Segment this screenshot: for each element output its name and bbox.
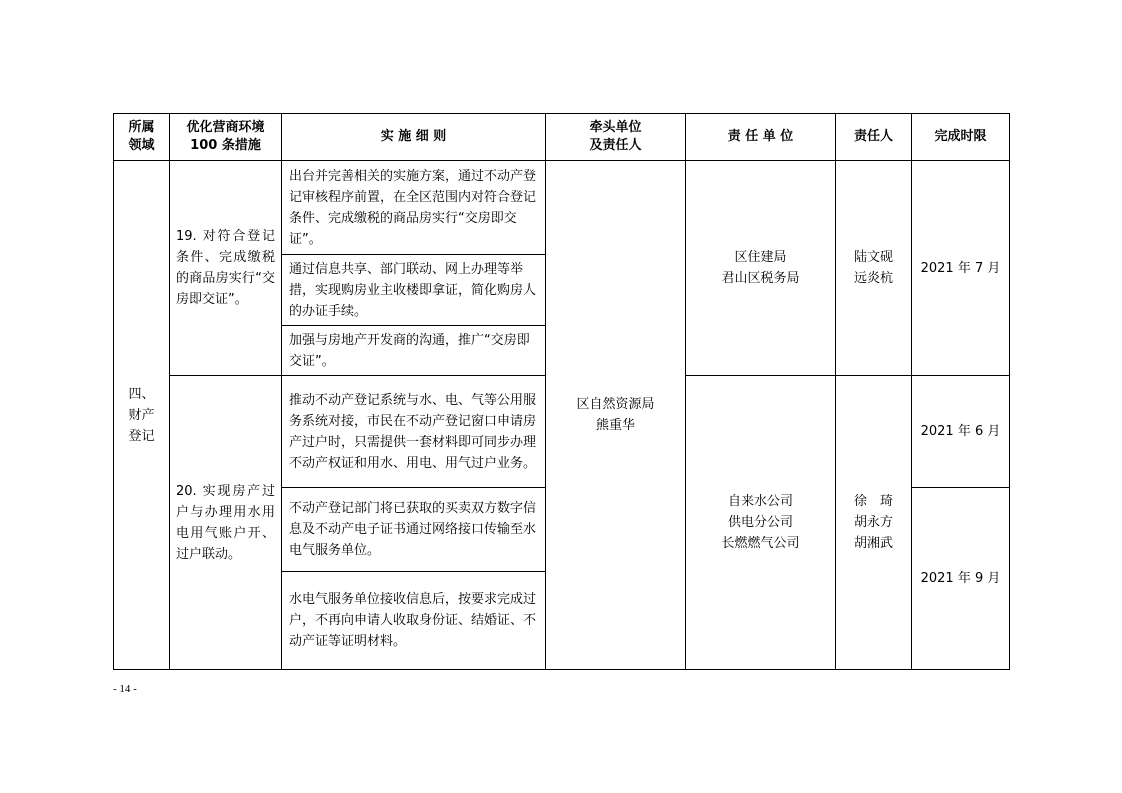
header-lead: 牵头单位 及责任人: [546, 114, 686, 161]
detail-20-2: 不动产登记部门将已获取的买卖双方数字信息及不动产电子证书通过网络接口传输至水电气服务单位。: [282, 488, 546, 572]
measure-19: 19. 对符合登记条件、完成缴税的商品房实行“交房即交证”。: [170, 161, 282, 376]
header-responsible-person: 责任人: [836, 114, 912, 161]
deadline-20b: 2021 年 9 月: [912, 488, 1010, 670]
deadline-20a: 2021 年 6 月: [912, 376, 1010, 488]
detail-20-1: 推动不动产登记系统与水、电、气等公用服务系统对接，市民在不动产登记窗口申请房产过户时，只需提供一套材料即可同步办理不动产权证和用水、用电、用气过户业务。: [282, 376, 546, 488]
measures-table: [113, 113, 1010, 670]
detail-19-2: 通过信息共享、部门联动、网上办理等举措，实现购房业主收楼即拿证，简化购房人的办证手续。: [282, 255, 546, 326]
header-details: 实 施 细 则: [282, 114, 546, 161]
detail-19-1: 出台并完善相关的实施方案，通过不动产登记审核程序前置，在全区范围内对符合登记条件、完成缴税的商品房实行“交房即交证”。: [282, 161, 546, 255]
page-number: - 14 -: [113, 683, 137, 695]
measure-20: 20. 实现房产过户与办理用水用电用气账户开、过户联动。: [170, 376, 282, 670]
table-header-row: [114, 114, 1010, 161]
lead-unit-cell: 区自然资源局 熊重华: [546, 161, 686, 670]
header-responsible-unit: 责 任 单 位: [686, 114, 836, 161]
responsible-unit-20: 自来水公司 供电分公司 长燃燃气公司: [686, 376, 836, 670]
responsible-person-19: 陆文砚 远炎杭: [836, 161, 912, 376]
responsible-unit-19: 区住建局 君山区税务局: [686, 161, 836, 376]
deadline-19: 2021 年 7 月: [912, 161, 1010, 376]
header-deadline: 完成时限: [912, 114, 1010, 161]
table-row: [114, 161, 1010, 255]
detail-19-3: 加强与房地产开发商的沟通，推广“交房即交证”。: [282, 326, 546, 376]
detail-20-3: 水电气服务单位接收信息后，按要求完成过户，不再向申请人收取身份证、结婚证、不动产证等证明材料。: [282, 572, 546, 670]
header-measure: 优化营商环境 100 条措施: [170, 114, 282, 161]
field-cell: 四、 财产 登记: [114, 161, 170, 670]
header-field: 所属 领域: [114, 114, 170, 161]
responsible-person-20: 徐 琦 胡永方 胡湘武: [836, 376, 912, 670]
